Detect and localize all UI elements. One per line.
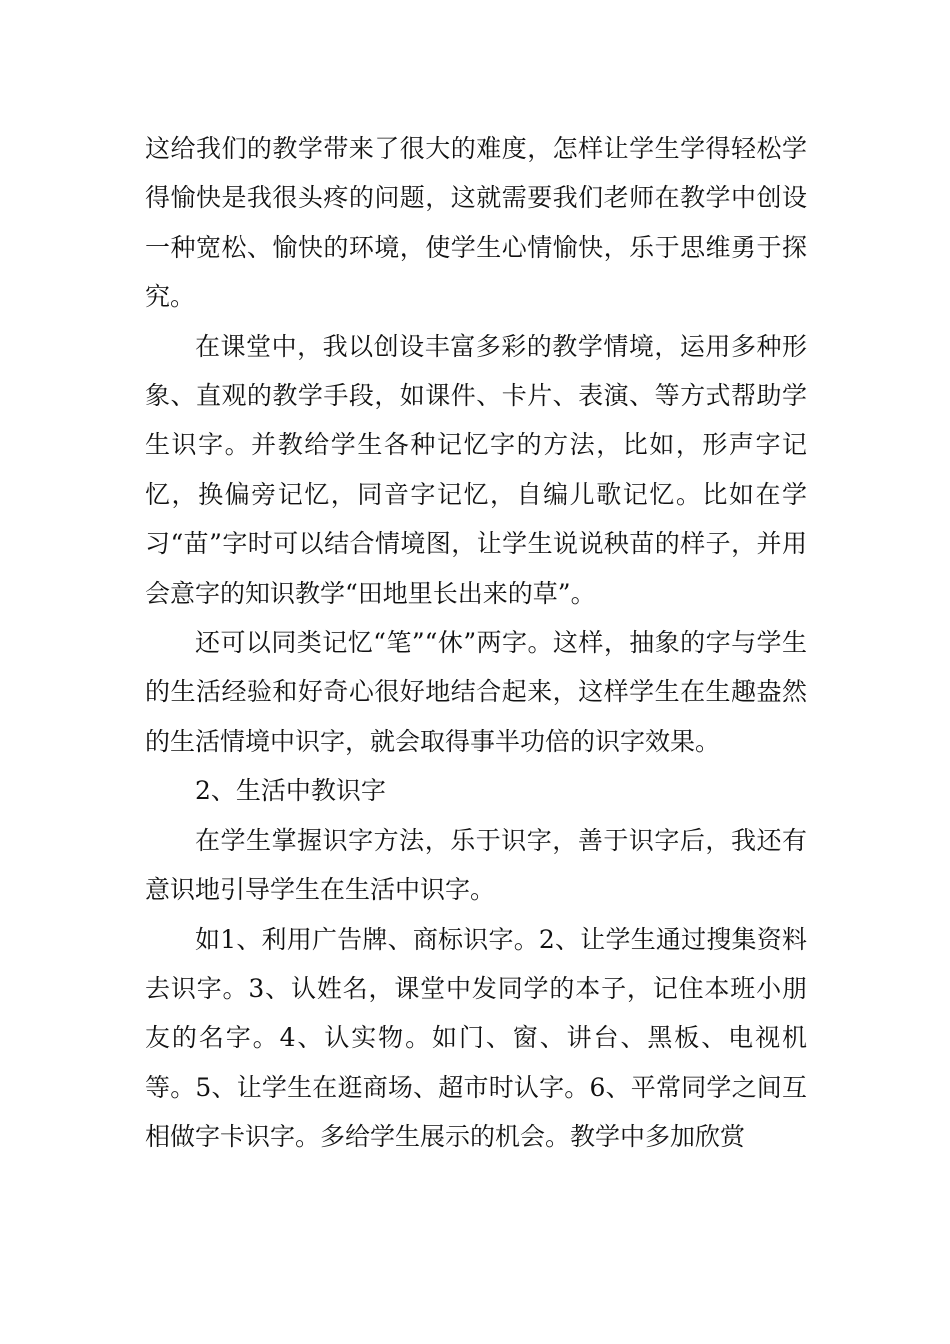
- paragraph-similar-memory: 还可以同类记忆“笔”“休”两字。这样，抽象的字与学生的生活经验和好奇心很好地结合起来，这样学生在生趣盎然的生活情境中识字，就会取得事半功倍的识字效果。: [145, 628, 807, 756]
- paragraph-guide-students: 在学生掌握识字方法，乐于识字，善于识字后，我还有意识地引导学生在生活中识字。: [145, 825, 807, 905]
- section-heading-life-literacy: 2、生活中教识字: [195, 776, 386, 806]
- paragraph-classroom-situations: 在课堂中，我以创设丰富多彩的教学情境，运用多种形象、直观的教学手段，如课件、卡片、表演、等方式帮助学生识字。并教给学生各种记忆字的方法，比如，形声字记忆，换偏旁记忆，同音字记忆，自编儿歌记忆。比如在学习“苗”字时可以结合情境图，让学生说说秧苗的样子，并用会意字的知识教学“田地里长出来的草”。: [145, 331, 807, 608]
- paragraph-continuation: 这给我们的教学带来了很大的难度，怎样让学生学得轻松学得愉快是我很头疼的问题，这就需要我们老师在教学中创设一种宽松、愉快的环境，使学生心情愉快，乐于思维勇于探究。: [145, 134, 807, 312]
- paragraph-literacy-methods: 如1、利用广告牌、商标识字。2、让学生通过搜集资料去识字。3、认姓名，课堂中发同学的本子，记住本班小朋友的名字。4、认实物。如门、窗、讲台、黑板、电视机等。5、让学生在逛商场、超市时认字。6、平常同学之间互相做字卡识字。多给学生展示的机会。教学中多加欣赏: [145, 924, 807, 1152]
- document-body: [145, 124, 807, 1162]
